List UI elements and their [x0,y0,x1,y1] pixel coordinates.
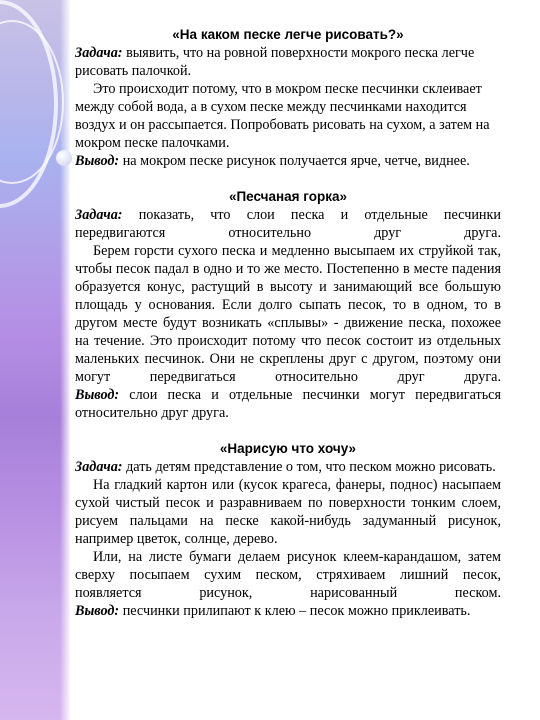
body-paragraph: Берем горсти сухого песка и медленно высыпаем их струйкой так, чтобы песок падал в одно и то же место. Постепенно в месте падения образуется конус, растущий в высоту и занимающий все большую площадь у основания. Если долго сыпать песок, то в одном, то в другом месте будут возникать «сплывы» - движение песка, похожее на течение. Это происходит потому что песок состоит из отдельных маленьких песчинок. Они не скреплены друг с другом, поэтому они могут передвигаться относительно друг друга. [75,243,501,385]
result-label: Вывод: [75,153,120,169]
task-paragraph [75,458,501,476]
task-label: Задача: [75,207,123,223]
body-paragraph: На гладкий картон или (кусок крагеса, фанеры, поднос) насыпаем сухой чистый песок и разравниваем по поверхности тонким слоем, рисуем пальцами на песке какой-нибудь задуманный рисунок, например цветок, солнце, дерево. [75,477,501,547]
result-paragraph [75,152,501,170]
result-label: Вывод: [75,603,120,619]
section-title: «На каком песке легче рисовать?» [172,27,404,42]
result-text: на мокром песке рисунок получается ярче, четче, виднее. [119,153,470,169]
result-paragraph [75,386,501,422]
task-paragraph [75,44,501,80]
task-text: выявить, что на ровной поверхности мокрого песка легче рисовать палочкой. [75,45,475,79]
task-label: Задача: [75,459,123,475]
section-title: «Нарисую что хочу» [219,441,357,456]
document-body [75,26,501,620]
task-text: показать, что слои песка и отдельные песчинки передвигаются относительно друг друга. [75,207,501,241]
result-label: Вывод: [75,387,120,403]
task-text: дать детям представление о том, что песком можно рисовать. [122,459,496,475]
task-label: Задача: [75,45,123,61]
side-decoration [0,0,70,720]
decorative-bubble [56,150,72,166]
task-paragraph [75,206,501,242]
section-title: «Песчаная горка» [228,189,348,204]
result-text: песчинки прилипают к клею – песок можно приклеивать. [119,603,471,619]
result-paragraph [75,602,501,620]
body-paragraph: Это происходит потому, что в мокром песке песчинки склеивает между собой вода, а в сухом песке между песчинками находится воздух и он рассыпается. Попробовать рисовать на сухом, а затем на мокром песке палочками. [75,81,490,151]
decorative-ring [0,20,64,184]
body-paragraph: Или, на листе бумаги делаем рисунок клеем-карандашом, затем сверху посыпаем сухим песком, стряхиваем лишний песок, появляется рисунок, нарисованный песком. [75,549,501,601]
result-text: слои песка и отдельные песчинки могут передвигаться относительно друг друга. [75,387,501,421]
